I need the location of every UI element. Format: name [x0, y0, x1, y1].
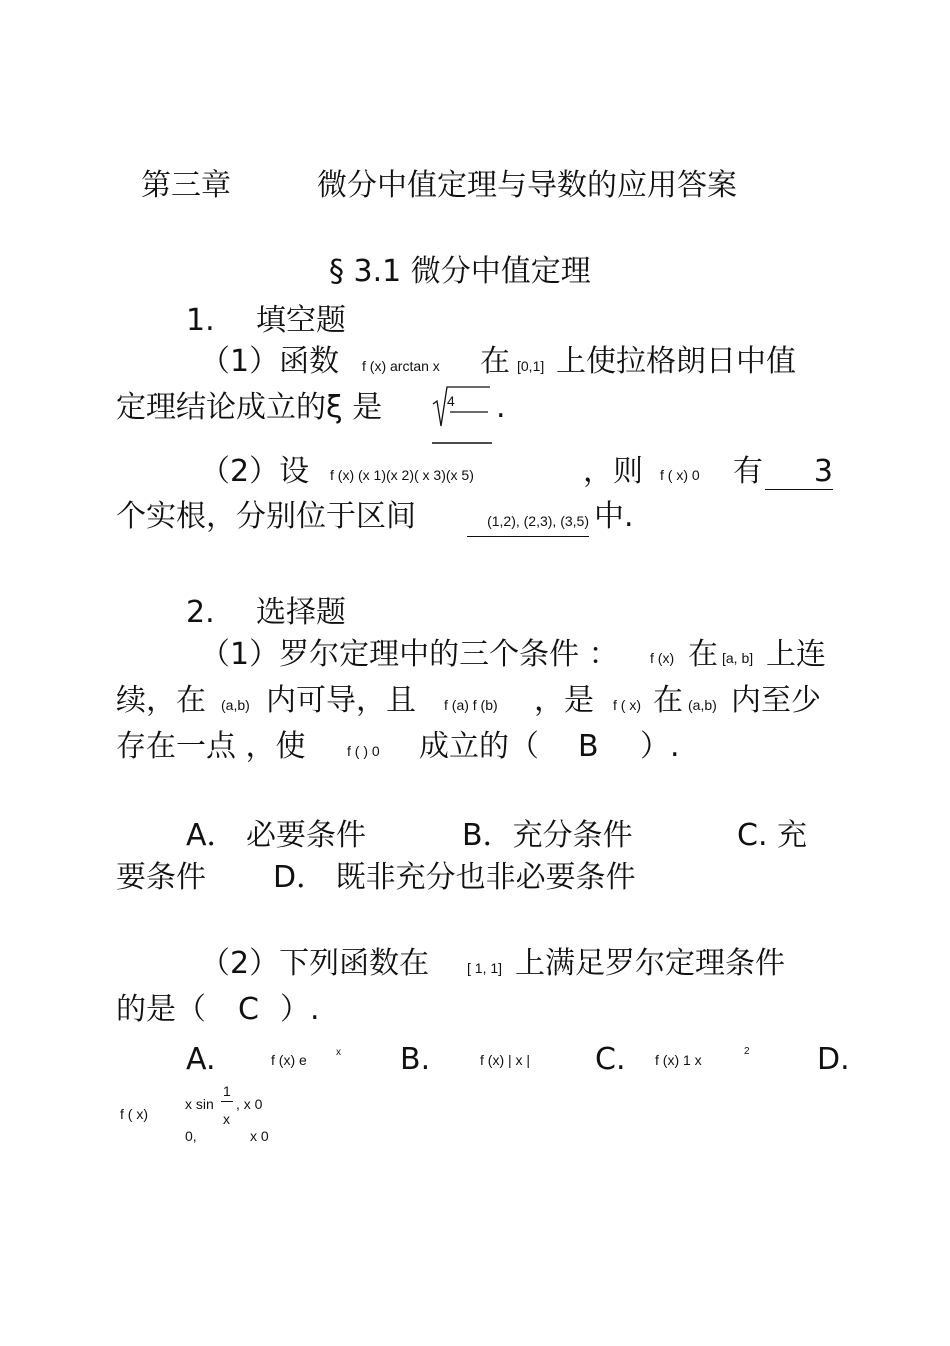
p2q1-line3b: 成立的（ [419, 729, 539, 764]
p2q1-line1: （1）罗尔定理中的三个条件 ： [200, 637, 619, 672]
p2q2-func-d-row1b: , x 0 [236, 1096, 263, 1112]
p1q1-line2: 定理结论成立的ξ 是 [116, 390, 383, 425]
chapter-title: 微分中值定理与导数的应用答案 [317, 168, 737, 203]
p2q1-ab3: (a,b) [688, 697, 717, 713]
p2q1-option-b: B．充分条件 [462, 818, 633, 853]
p1q2-end: 中. [594, 499, 634, 534]
p2q1-fx2: f ( x) [613, 697, 641, 713]
part1-heading: 填空题 [256, 303, 346, 338]
p1q1-in: 在 [480, 344, 510, 379]
part2-heading: 选择题 [256, 595, 346, 630]
p2q1-fx1: f (x) [650, 650, 675, 666]
part1-number: 1. [186, 303, 215, 338]
chapter-label: 第三章 [141, 168, 231, 203]
p2q2-func-d-num: 1 [223, 1083, 231, 1099]
p1q2-answer: 3 [765, 457, 833, 490]
p1q2-prefix: （2）设 [200, 454, 310, 489]
p2q2-line1b: 上满足罗尔定理条件 [515, 946, 785, 981]
p2q2-func-d-row2a: 0, [185, 1128, 197, 1144]
p2q1-option-c: C. 充 [737, 818, 808, 853]
section-title: § 3.1 微分中值定理 [329, 254, 591, 289]
p2q2-func-c: f (x) 1 x [655, 1052, 702, 1068]
p1q2-deriv: f ( x) 0 [660, 467, 700, 483]
p2q1-line2a: 续，在 [116, 683, 206, 718]
p2q2-func-c-exp: 2 [744, 1046, 750, 1057]
p1q2-intervals: (1,2), (2,3), (3,5) [467, 514, 589, 537]
p1q2-func: f (x) (x 1)(x 2)( x 3)(x 5) [330, 467, 474, 483]
p1q1-text: 上使拉格朗日中值 [556, 344, 796, 379]
p2q2-opt-c: C. [595, 1042, 626, 1077]
p2q1-line2d: 内至少 [731, 683, 821, 718]
p2q1-ab1: [a, b] [722, 650, 754, 666]
p2q2-answer: C [238, 992, 259, 1027]
p2q1-option-d: D． 既非充分也非必要条件 [273, 860, 636, 895]
p2q2-func-a: f (x) e [271, 1052, 307, 1068]
p2q2-interval: [ 1, 1] [467, 960, 503, 976]
p2q1-fprime: f ( ) 0 [347, 743, 380, 759]
p2q2-func-d: f ( x) [120, 1106, 148, 1122]
p2q1-fa-fb: f (a) f (b) [444, 697, 498, 713]
fraction-bar [221, 1101, 233, 1102]
p1q1-interval: [0,1] [517, 358, 545, 374]
p2q2-opt-d: D. [817, 1042, 850, 1077]
p2q2-opt-a: A. [186, 1042, 216, 1077]
p2q1-answer: B [578, 729, 599, 764]
p2q2-line2: 的是（ [116, 992, 206, 1027]
p2q1-option-a: A． 必要条件 [186, 818, 367, 853]
p2q2-line1: （2）下列函数在 [200, 946, 430, 981]
p2q1-line3c: ）. [640, 729, 680, 764]
p1q2-comma: ，则 [583, 454, 643, 489]
p2q1-line2b: 内可导，且 [266, 683, 416, 718]
p2q1-in2: 在 [653, 683, 683, 718]
p2q1-line2c: ，是 [534, 683, 594, 718]
p1q1-end: . [496, 390, 506, 425]
p2q2-func-a-exp: x [336, 1047, 341, 1058]
p1q1-answer: 4 [447, 393, 455, 409]
p1q1-func: f (x) arctan x [362, 358, 440, 374]
p2q2-opt-b: B. [400, 1042, 431, 1077]
p1q2-line2: 个实根，分别位于区间 [116, 499, 416, 534]
p2q2-func-b: f (x) | x | [480, 1052, 531, 1068]
p2q1-option-c-cont: 要条件 [116, 860, 206, 895]
p2q2-func-d-row1a: x sin [185, 1096, 214, 1112]
sqrt-sign [430, 384, 494, 446]
part2-number: 2. [186, 595, 215, 630]
p1q2-have: 有 [733, 454, 763, 489]
p2q2-func-d-den: x [223, 1111, 230, 1127]
p2q1-in1: 在 [688, 637, 718, 672]
p2q1-ab2: (a,b) [221, 697, 250, 713]
p2q2-func-d-row2b: x 0 [250, 1128, 269, 1144]
p2q1-cont: 上连 [766, 637, 826, 672]
p2q1-line3a: 存在一点 ，使 [116, 729, 306, 764]
p2q2-line2b: ）. [280, 992, 320, 1027]
p1q1-prefix: （1）函数 [200, 344, 340, 379]
